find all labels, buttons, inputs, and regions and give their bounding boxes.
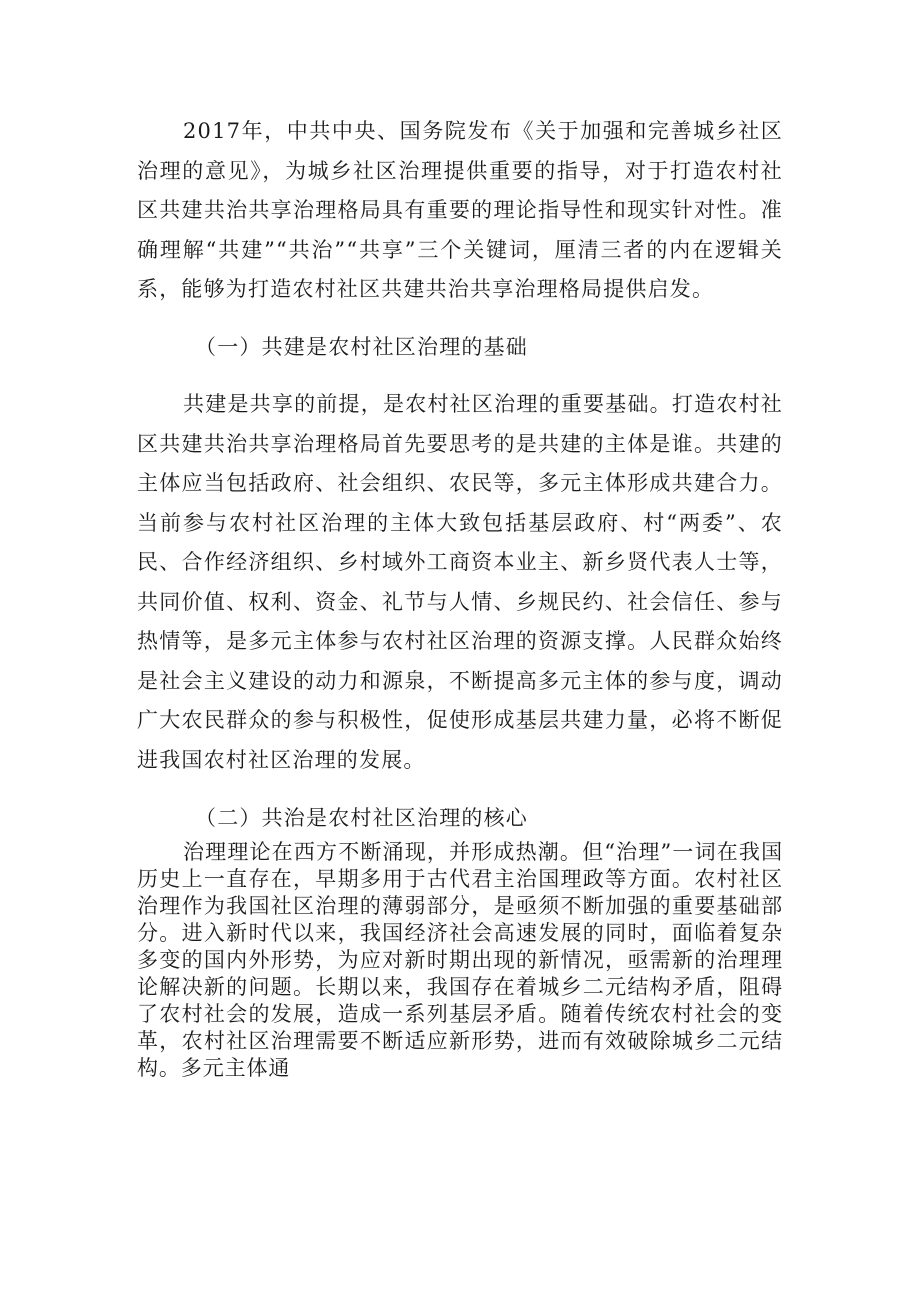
section-2-body: 治理理论在西方不断涌现，并形成热潮。但“治理”一词在我国历史上一直存在，早期多用于古代君主治国理政等方面。农村社区治理作为我国社区治理的薄弱部分，是亟须不断加强的重要基础部分。进入新时代以来，我国经济社会高速发展的同时，面临着复杂多变的国内外形势，为应对新时期出现的新情况，亟需新的治理理论解决新的问题。长期以来，我国存在着城乡二元结构矛盾，阻碍了农村社会的发展，造成一系列基层矛盾。随着传统农村社会的变革，农村社区治理需要不断适应新形势，进而有效破除城乡二元结构。多元主体通 bbox=[137, 839, 783, 1080]
section-2-heading: （二）共治是农村社区治理的核心 bbox=[195, 806, 528, 830]
document-page bbox=[137, 112, 783, 1082]
intro-paragraph: 2017年，中共中央、国务院发布《关于加强和完善城乡社区治理的意见》，为城乡社区治理提供重要的指导，对于打造农村社区共建共治共享治理格局具有重要的理论指导性和现实针对性。准确理解“共建”“共治”“共享”三个关键词，厘清三者的内在逻辑关系，能够为打造农村社区共建共治共享治理格局提供启发。 bbox=[137, 119, 783, 301]
section-1-body: 共建是共享的前提，是农村社区治理的重要基础。打造农村社区共建共治共享治理格局首先要思考的是共建的主体是谁。共建的主体应当包括政府、社会组织、农民等，多元主体形成共建合力。当前参与农村社区治理的主体大致包括基层政府、村“两委”、农民、合作经济组织、乡村域外工商资本业主、新乡贤代表人士等，共同价值、权利、资金、礼节与人情、乡规民约、社会信任、参与热情等，是多元主体参与农村社区治理的资源支撑。人民群众始终是社会主义建设的动力和源泉，不断提高多元主体的参与度，调动广大农民群众的参与积极性，促使形成基层共建力量，必将不断促进我国农村社区治理的发展。 bbox=[137, 392, 783, 772]
spacer bbox=[137, 780, 783, 799]
spacer bbox=[137, 310, 783, 328]
spacer bbox=[137, 367, 783, 385]
section-1-heading: （一）共建是农村社区治理的基础 bbox=[195, 334, 528, 359]
